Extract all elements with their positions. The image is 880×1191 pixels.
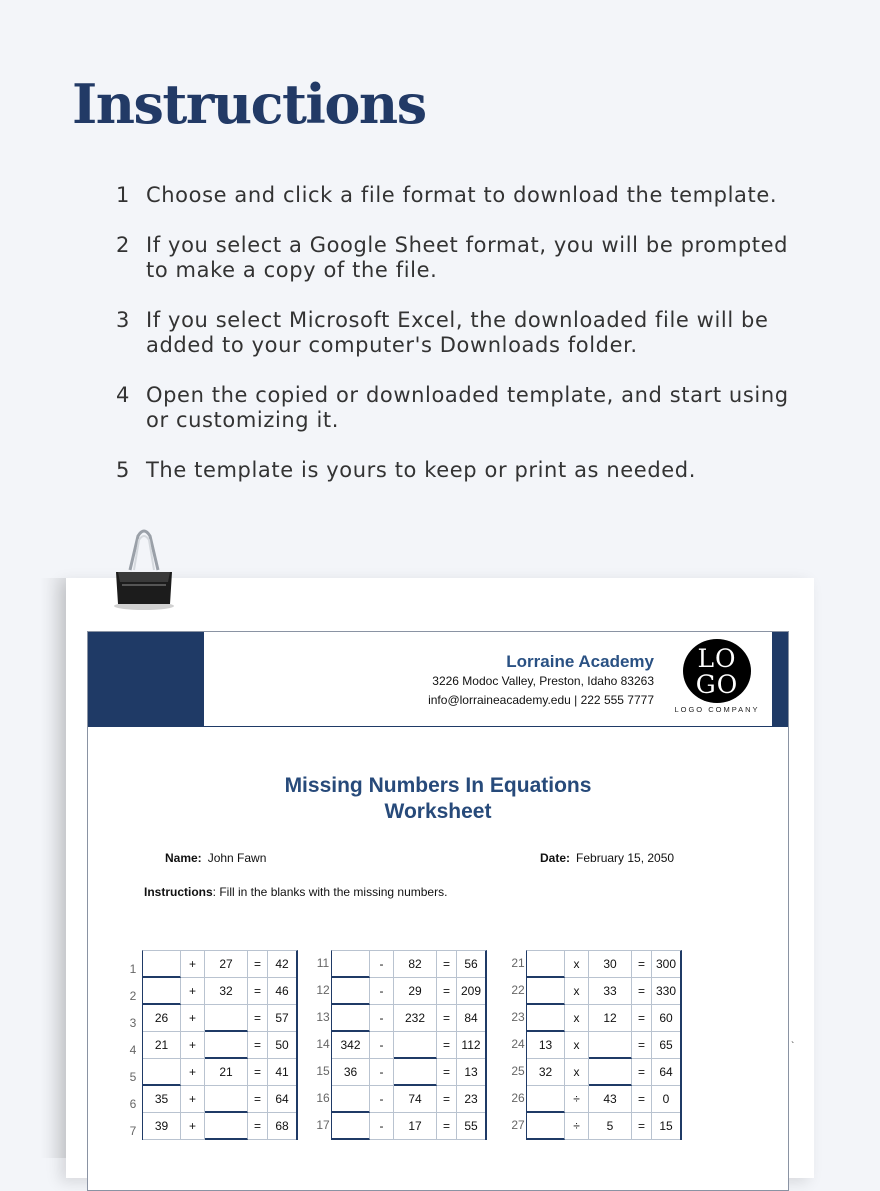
school-name: Lorraine Academy (506, 652, 654, 671)
equation-number: 23 (511, 1010, 525, 1024)
step-number: 3 (116, 308, 130, 332)
blank-answer-cell[interactable] (205, 1005, 248, 1032)
equation-number: 14 (316, 1037, 330, 1051)
blank-answer-cell[interactable] (143, 1059, 181, 1086)
instructions-list (116, 183, 816, 483)
result-cell: 64 (652, 1059, 680, 1086)
equation-row (143, 1086, 296, 1113)
equation-number: 5 (129, 1070, 137, 1084)
equation-row (332, 1032, 485, 1059)
result-cell: 64 (268, 1086, 296, 1113)
date-label: Date: (540, 851, 571, 865)
binder-clip-icon (108, 526, 180, 612)
operator-cell: - (370, 978, 394, 1005)
step-text: Open the copied or downloaded template, and start using or customizing it. (146, 383, 789, 432)
result-cell: 330 (652, 978, 680, 1005)
result-cell: 112 (457, 1032, 485, 1059)
operand-a-cell: 36 (332, 1059, 370, 1086)
worksheet-title-line1: Missing Numbers In Equations (284, 774, 592, 797)
equation-number: 2 (129, 989, 137, 1003)
equals-cell: = (632, 951, 652, 978)
step-text: The template is yours to keep or print as needed. (146, 458, 696, 482)
worksheet-title-line2: Worksheet (384, 800, 492, 823)
operator-cell: + (181, 1032, 205, 1059)
equation-number: 21 (511, 956, 525, 970)
equation-row (143, 1005, 296, 1032)
blank-answer-cell[interactable] (527, 1113, 565, 1140)
operator-cell: - (370, 1032, 394, 1059)
blank-answer-cell[interactable] (394, 1059, 437, 1086)
instruction-step (116, 308, 816, 358)
worksheet-title (88, 773, 788, 825)
instructions-text: : Fill in the blanks with the missing numbers. (212, 885, 448, 899)
equals-cell: = (437, 951, 457, 978)
result-cell: 60 (652, 1005, 680, 1032)
operand-b-cell: 29 (394, 978, 437, 1005)
result-cell: 300 (652, 951, 680, 978)
equals-cell: = (248, 1113, 268, 1140)
operator-cell: + (181, 1059, 205, 1086)
logo-icon (683, 639, 751, 703)
operand-b-cell: 30 (589, 951, 632, 978)
step-text: If you select a Google Sheet format, you will be prompted to make a copy of the file. (146, 233, 789, 282)
equals-cell: = (632, 978, 652, 1005)
operator-cell: - (370, 1113, 394, 1140)
equation-number: 25 (511, 1064, 525, 1078)
blank-answer-cell[interactable] (527, 1086, 565, 1113)
result-cell: 13 (457, 1059, 485, 1086)
logo-text-line1: LO (697, 644, 737, 673)
equation-row (527, 1086, 680, 1113)
date-field (540, 851, 674, 865)
result-cell: 84 (457, 1005, 485, 1032)
operand-b-cell: 232 (394, 1005, 437, 1032)
blank-answer-cell[interactable] (332, 1113, 370, 1140)
operator-cell: + (181, 978, 205, 1005)
equation-number: 26 (511, 1091, 525, 1105)
equals-cell: = (437, 1059, 457, 1086)
operand-a-cell: 342 (332, 1032, 370, 1059)
operator-cell: x (565, 1059, 589, 1086)
operator-cell: x (565, 1032, 589, 1059)
blank-answer-cell[interactable] (332, 978, 370, 1005)
equation-number: 22 (511, 983, 525, 997)
equation-row (332, 1005, 485, 1032)
tick-mark: ` (791, 1041, 795, 1052)
equals-cell: = (632, 1005, 652, 1032)
instructions-heading: Instructions (72, 72, 426, 136)
operand-b-cell: 32 (205, 978, 248, 1005)
equation-number: 4 (129, 1043, 137, 1057)
equation-row (143, 1032, 296, 1059)
instruction-step (116, 383, 816, 433)
header-divider (88, 726, 788, 727)
equals-cell: = (632, 1113, 652, 1140)
result-cell: 68 (268, 1113, 296, 1140)
blank-answer-cell[interactable] (143, 951, 181, 978)
equation-number: 3 (129, 1016, 137, 1030)
equals-cell: = (632, 1032, 652, 1059)
equation-row (332, 1113, 485, 1140)
equation-number: 7 (129, 1124, 137, 1138)
blank-answer-cell[interactable] (332, 1005, 370, 1032)
instructions-label: Instructions (144, 885, 213, 899)
result-cell: 55 (457, 1113, 485, 1140)
equation-number: 13 (316, 1010, 330, 1024)
operator-cell: + (181, 951, 205, 978)
name-value: John Fawn (207, 851, 267, 865)
result-cell: 42 (268, 951, 296, 978)
operator-cell: - (370, 1086, 394, 1113)
equation-grid (526, 950, 682, 1140)
blank-answer-cell[interactable] (143, 978, 181, 1005)
step-text: If you select Microsoft Excel, the downloaded file will be added to your computer's Downloads folder. (146, 308, 769, 357)
blank-answer-cell[interactable] (527, 951, 565, 978)
operand-b-cell: 21 (205, 1059, 248, 1086)
name-label: Name: (165, 851, 202, 865)
result-cell: 209 (457, 978, 485, 1005)
equation-number: 15 (316, 1064, 330, 1078)
equation-row (527, 1059, 680, 1086)
header-band-left (88, 632, 204, 726)
blank-answer-cell[interactable] (589, 1059, 632, 1086)
blank-answer-cell[interactable] (332, 951, 370, 978)
operand-b-cell: 12 (589, 1005, 632, 1032)
equals-cell: = (437, 1113, 457, 1140)
equation-row (527, 1005, 680, 1032)
equation-row (527, 1032, 680, 1059)
equals-cell: = (248, 1086, 268, 1113)
result-cell: 41 (268, 1059, 296, 1086)
equals-cell: = (248, 978, 268, 1005)
operator-cell: - (370, 1005, 394, 1032)
logo-text-line2: GO (695, 670, 739, 699)
equation-number: 17 (316, 1118, 330, 1132)
equation-number: 27 (511, 1118, 525, 1132)
equation-grid (142, 950, 298, 1140)
operator-cell: ÷ (565, 1113, 589, 1140)
equation-number: 24 (511, 1037, 525, 1051)
operator-cell: - (370, 951, 394, 978)
blank-answer-cell[interactable] (527, 978, 565, 1005)
instruction-step (116, 183, 816, 208)
blank-answer-cell[interactable] (589, 1032, 632, 1059)
operand-b-cell: 17 (394, 1113, 437, 1140)
worksheet-document (87, 631, 789, 1191)
blank-answer-cell[interactable] (205, 1086, 248, 1113)
result-cell: 65 (652, 1032, 680, 1059)
worksheet-instructions (144, 885, 447, 899)
header-band-right (772, 632, 788, 726)
equals-cell: = (437, 1032, 457, 1059)
operand-a-cell: 26 (143, 1005, 181, 1032)
instruction-step (116, 458, 816, 483)
blank-answer-cell[interactable] (332, 1086, 370, 1113)
operand-a-cell: 32 (527, 1059, 565, 1086)
equation-number: 6 (129, 1097, 137, 1111)
name-field (165, 851, 266, 865)
date-value: February 15, 2050 (576, 851, 675, 865)
equation-row (332, 1086, 485, 1113)
operand-a-cell: 13 (527, 1032, 565, 1059)
school-contact: info@lorraineacademy.edu | 222 555 7777 (428, 693, 654, 707)
step-number: 1 (116, 183, 130, 207)
equals-cell: = (437, 1086, 457, 1113)
operand-b-cell: 82 (394, 951, 437, 978)
school-address: 3226 Modoc Valley, Preston, Idaho 83263 (432, 674, 654, 688)
instruction-step (116, 233, 816, 283)
operand-b-cell: 33 (589, 978, 632, 1005)
operand-b-cell: 5 (589, 1113, 632, 1140)
operand-a-cell: 39 (143, 1113, 181, 1140)
operator-cell: + (181, 1086, 205, 1113)
operator-cell: - (370, 1059, 394, 1086)
equation-row (527, 951, 680, 978)
step-number: 4 (116, 383, 130, 407)
blank-answer-cell[interactable] (205, 1032, 248, 1059)
operand-b-cell: 43 (589, 1086, 632, 1113)
equals-cell: = (248, 1032, 268, 1059)
equation-row (143, 978, 296, 1005)
equals-cell: = (632, 1086, 652, 1113)
result-cell: 57 (268, 1005, 296, 1032)
blank-answer-cell[interactable] (394, 1032, 437, 1059)
operator-cell: x (565, 1005, 589, 1032)
blank-answer-cell[interactable] (205, 1113, 248, 1140)
equation-number: 16 (316, 1091, 330, 1105)
blank-answer-cell[interactable] (527, 1005, 565, 1032)
result-cell: 46 (268, 978, 296, 1005)
logo-caption: LOGO COMPANY (674, 705, 760, 714)
equation-row (143, 951, 296, 978)
equals-cell: = (437, 978, 457, 1005)
step-number: 5 (116, 458, 130, 482)
equals-cell: = (248, 1059, 268, 1086)
equation-row (332, 951, 485, 978)
result-cell: 15 (652, 1113, 680, 1140)
step-text: Choose and click a file format to download the template. (146, 183, 778, 207)
equals-cell: = (248, 951, 268, 978)
operator-cell: + (181, 1005, 205, 1032)
result-cell: 0 (652, 1086, 680, 1113)
equation-row (527, 978, 680, 1005)
operand-b-cell: 27 (205, 951, 248, 978)
equals-cell: = (632, 1059, 652, 1086)
equation-row (143, 1059, 296, 1086)
result-cell: 50 (268, 1032, 296, 1059)
equals-cell: = (248, 1005, 268, 1032)
operator-cell: + (181, 1113, 205, 1140)
equation-row (332, 978, 485, 1005)
equation-row (332, 1059, 485, 1086)
operator-cell: ÷ (565, 1086, 589, 1113)
step-number: 2 (116, 233, 130, 257)
equation-row (143, 1113, 296, 1140)
equation-number: 12 (316, 983, 330, 997)
operand-a-cell: 35 (143, 1086, 181, 1113)
operator-cell: x (565, 978, 589, 1005)
operand-a-cell: 21 (143, 1032, 181, 1059)
equation-number: 11 (316, 956, 330, 970)
operator-cell: x (565, 951, 589, 978)
result-cell: 23 (457, 1086, 485, 1113)
result-cell: 56 (457, 951, 485, 978)
operand-b-cell: 74 (394, 1086, 437, 1113)
equals-cell: = (437, 1005, 457, 1032)
equation-row (527, 1113, 680, 1140)
equation-grid (331, 950, 487, 1140)
equation-number: 1 (129, 962, 137, 976)
